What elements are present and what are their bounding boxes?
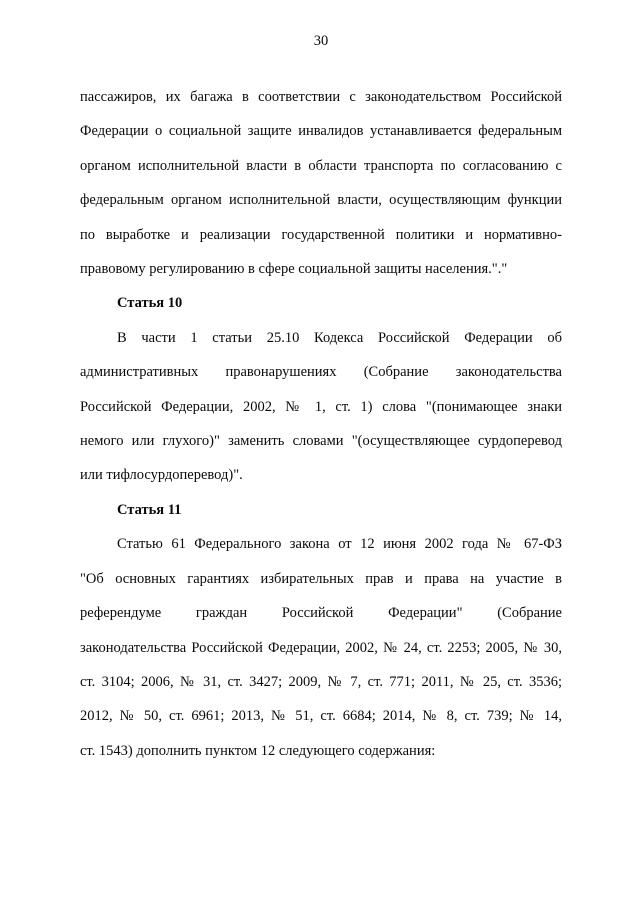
paragraph-2-line-2: административных правонарушениях (Собрание законодательства [80, 364, 562, 381]
paragraph-3-line-4: законодательства Российской Федерации, 2002, № 24, ст. 2253; 2005, № 30, [80, 639, 562, 656]
paragraph-1-line-4: федеральным органом исполнительной власти, осуществляющим функции [80, 192, 562, 209]
paragraph-2-line-1: В части 1 статьи 25.10 Кодекса Российской Федерации об [117, 329, 562, 346]
paragraph-2-line-3: Российской Федерации, 2002, № 1, ст. 1) слова "(понимающее знаки [80, 398, 562, 415]
paragraph-1-line-5: по выработке и реализации государственной политики и нормативно- [80, 226, 562, 243]
paragraph-3-line-3: референдуме граждан Российской Федерации" (Собрание [80, 605, 562, 622]
paragraph-1-line-1: пассажиров, их багажа в соответствии с законодательством Российской [80, 89, 562, 105]
paragraph-3-line-2: "Об основных гарантиях избирательных прав и права на участие в [80, 570, 562, 587]
page-number: 30 [313, 33, 329, 49]
paragraph-1-line-6: правовому регулированию в сфере социальной защиты населения."." [80, 261, 508, 278]
paragraph-3-line-1: Статью 61 Федерального закона от 12 июня 2002 года № 67-ФЗ [117, 536, 562, 553]
paragraph-2-line-5: или тифлосурдоперевод)". [80, 467, 243, 484]
document-body [80, 80, 562, 768]
paragraph-3-line-5: ст. 3104; 2006, № 31, ст. 3427; 2009, № 7, ст. 771; 2011, № 25, ст. 3536; [80, 673, 562, 690]
paragraph-1-line-3: органом исполнительной власти в области транспорта по согласованию с [80, 157, 562, 174]
article-10-heading: Статья 10 [117, 295, 183, 312]
paragraph-3-line-6: 2012, № 50, ст. 6961; 2013, № 51, ст. 6684; 2014, № 8, ст. 739; № 14, [80, 708, 562, 725]
paragraph-1-line-2: Федерации о социальной защите инвалидов устанавливается федеральным [80, 123, 562, 140]
article-11-heading: Статья 11 [117, 501, 182, 518]
paragraph-2-line-4: немого или глухого)" заменить словами "(осуществляющее сурдоперевод [80, 433, 562, 450]
paragraph-3-line-7: ст. 1543) дополнить пунктом 12 следующего содержания: [80, 742, 436, 759]
